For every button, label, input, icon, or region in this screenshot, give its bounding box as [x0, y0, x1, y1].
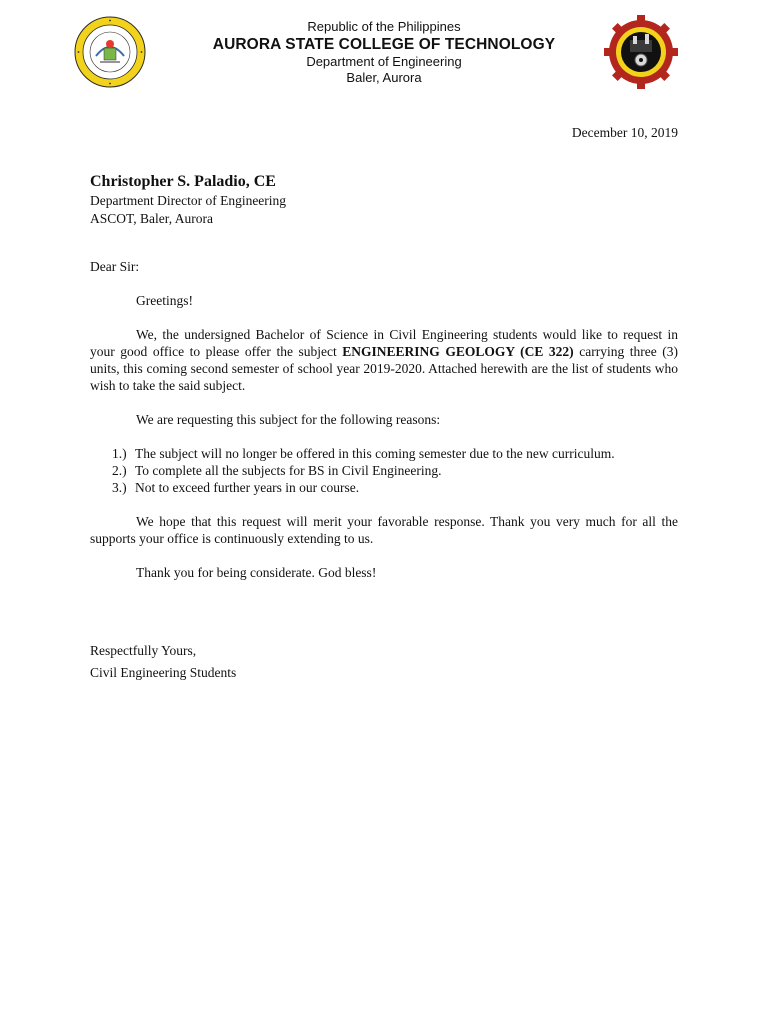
list-item-text: The subject will no longer be offered in this coming semester due to the new curriculum.	[135, 446, 615, 461]
closing-block	[90, 640, 236, 684]
list-item-text: To complete all the subjects for BS in Civil Engineering.	[135, 463, 442, 478]
valediction: Respectfully Yours,	[90, 643, 197, 658]
reasons-list	[90, 445, 678, 496]
list-item-text: Not to exceed further years in our course.	[135, 480, 360, 495]
request-text-before: We, the undersigned Bachelor of Science in Civil Engineering students would like to request in your good office to please offer the subject	[90, 327, 678, 359]
list-item	[90, 462, 678, 479]
department-line: Department of Engineering	[306, 54, 462, 69]
engineering-gear-logo-icon	[603, 14, 679, 90]
recipient-title: Department Director of Engineering	[90, 193, 287, 208]
location-line: Baler, Aurora	[346, 70, 422, 85]
hope-paragraph: We hope that this request will merit your favorable response. Thank you very much for all the supports your office is continuously extending to us.	[90, 514, 678, 546]
letter-date: December 10, 2019	[571, 125, 678, 140]
recipient-address: ASCOT, Baler, Aurora	[90, 211, 213, 226]
list-item	[90, 445, 678, 462]
request-text-after: carrying three (3) units, this coming second semester of school year 2019-2020. Attached herewith are the list of students who wish to take the said subject.	[90, 344, 678, 393]
signatory: Civil Engineering Students	[90, 665, 237, 680]
list-item	[90, 479, 678, 496]
thanks-paragraph: Thank you for being considerate. God bless!	[136, 565, 377, 580]
republic-line: Republic of the Philippines	[307, 19, 461, 34]
salutation: Dear Sir:	[90, 259, 140, 274]
college-name: AURORA STATE COLLEGE OF TECHNOLOGY	[212, 36, 556, 53]
subject-name: ENGINEERING GEOLOGY (CE 322)	[342, 344, 574, 359]
letter-body	[90, 258, 678, 581]
greeting: Greetings!	[136, 293, 193, 308]
recipient-block	[90, 172, 286, 228]
list-item-number: 3.)	[112, 480, 127, 495]
list-item-number: 1.)	[112, 446, 127, 461]
recipient-name: Christopher S. Paladio, CE	[90, 173, 276, 190]
reasons-intro: We are requesting this subject for the following reasons:	[136, 412, 441, 427]
list-item-number: 2.)	[112, 463, 127, 478]
request-paragraph	[90, 326, 678, 394]
